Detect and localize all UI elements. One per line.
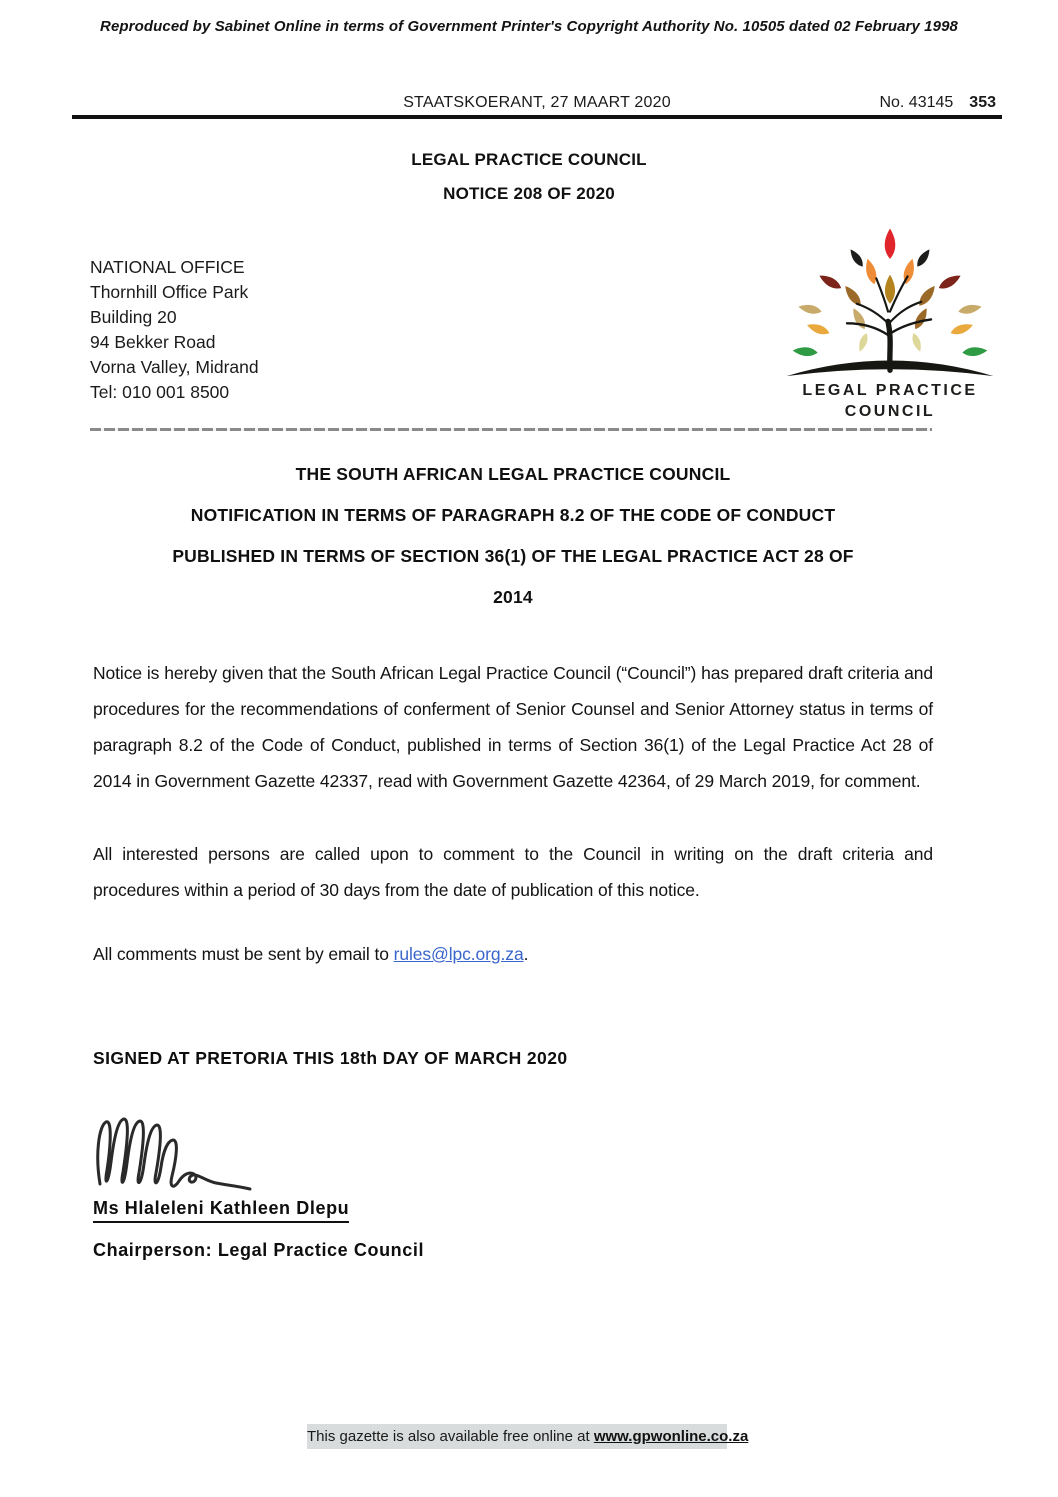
notice-org-heading: LEGAL PRACTICE COUNCIL [411, 150, 647, 169]
page-number: 353 [969, 94, 996, 111]
address-line: Vorna Valley, Midrand [90, 357, 259, 377]
notice-number-heading: NOTICE 208 OF 2020 [443, 184, 615, 203]
footer-text: This gazette is also available free online at [307, 1428, 594, 1445]
gazette-header [72, 94, 1002, 116]
lpc-logo-tree-icon [782, 208, 998, 380]
notice-title-line: PUBLISHED IN TERMS OF SECTION 36(1) OF THE LEGAL PRACTICE ACT 28 OF [172, 546, 854, 566]
address-line: NATIONAL OFFICE [90, 257, 245, 277]
logo-wordmark-line2: COUNCIL [844, 403, 936, 420]
gazette-number-block [879, 94, 996, 112]
notice-title-line: NOTIFICATION IN TERMS OF PARAGRAPH 8.2 OF THE CODE OF CONDUCT [190, 505, 836, 525]
body-paragraph-2: All interested persons are called upon to comment to the Council in writing on the draft criteria and procedures within a period of 30 days from the date of publication of this notice. [93, 844, 933, 900]
notice-title-line: 2014 [493, 587, 533, 607]
email-paragraph-prefix: All comments must be sent by email to [93, 944, 394, 964]
body-paragraph-1: Notice is hereby given that the South African Legal Practice Council (“Council”) has prepared draft criteria and procedures for the recommendations of conferment of Senior Counsel and Senior Attorney status in terms of paragraph 8.2 of the Code of Conduct, published in terms of Section 36(1) of the Legal Practice Act 28 of 2014 in Government Gazette 42337, read with Government Gazette 42364, of 29 March 2019, for comment. [93, 663, 933, 791]
address-line: Thornhill Office Park [90, 282, 249, 302]
email-link[interactable]: rules@lpc.org.za [393, 944, 524, 964]
footer-gpwonline-link[interactable]: www.gpwonline.co.za [593, 1428, 749, 1445]
notice-title-line: THE SOUTH AFRICAN LEGAL PRACTICE COUNCIL [295, 464, 731, 484]
signatory-title: Chairperson: Legal Practice Council [93, 1240, 425, 1260]
notice-title [93, 462, 933, 626]
address-line: Building 20 [90, 307, 177, 327]
body-paragraph-3 [93, 936, 933, 972]
gazette-number: No. 43145 [879, 94, 954, 111]
signature-scribble-icon [92, 1110, 304, 1202]
dashed-separator [90, 428, 932, 431]
footer-availability-bar [307, 1424, 749, 1449]
signed-at-line: SIGNED AT PRETORIA THIS 18th DAY OF MARCH 2020 [93, 1048, 568, 1068]
address-line: Tel: 010 001 8500 [90, 382, 230, 402]
email-paragraph-suffix: . [523, 944, 529, 964]
header-rule [72, 115, 1002, 119]
signatory-name: Ms Hlaleleni Kathleen Dlepu [93, 1198, 349, 1223]
lpc-logo [780, 208, 1000, 421]
logo-wordmark-line1: LEGAL PRACTICE [802, 382, 978, 399]
signature [92, 1110, 304, 1207]
address-line: 94 Bekker Road [90, 332, 216, 352]
reproduction-notice: Reproduced by Sabinet Online in terms of Government Printer's Copyright Authority No. 10505 dated 02 February 1998 [100, 18, 958, 35]
national-office-address [90, 255, 259, 405]
gazette-title-date: STAATSKOERANT, 27 MAART 2020 [403, 94, 671, 111]
